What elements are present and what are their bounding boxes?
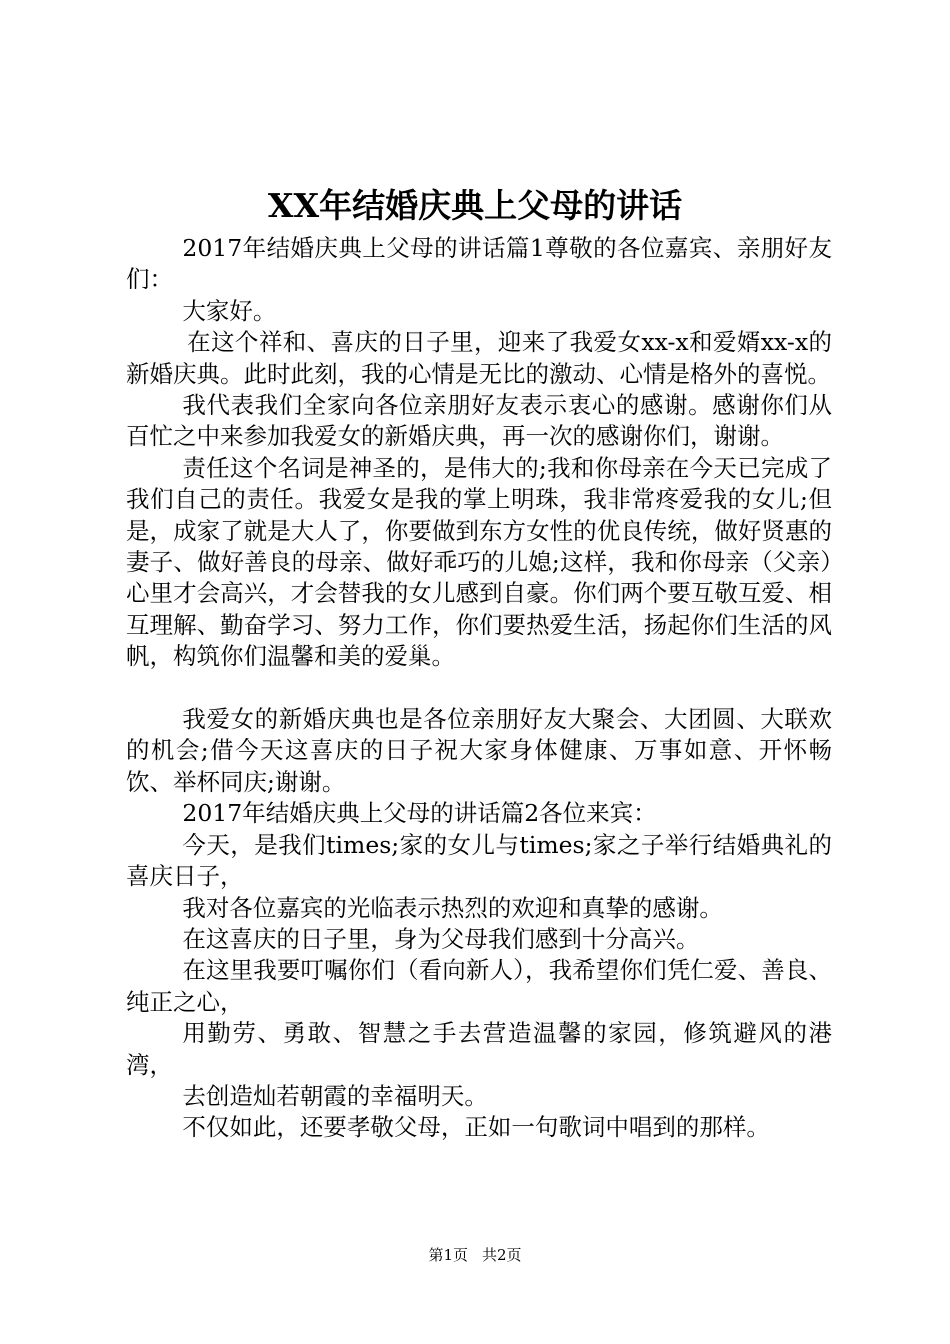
- document-title: XX年结婚庆典上父母的讲话: [267, 186, 683, 225]
- paragraph: 责任这个名词是神圣的，是伟大的;我和你母亲在今天已完成了我们自己的责任。我爱女是我的掌上明珠，我非常疼爱我的女儿;但是，成家了就是大人了，你要做到东方女性的优良传统，做好贤惠的妻子、做好善良的母亲、做好乖巧的儿媳;这样，我和你母亲（父亲）心里才会高兴，才会替我的女儿感到自豪。你们两个要互敬互爱、相互理解、勤奋学习、努力工作，你们要热爱生活，扬起你们生活的风帆，构筑你们温馨和美的爱巢。: [126, 453, 832, 671]
- paragraph: 2017年结婚庆典上父母的讲话篇1尊敬的各位嘉宾、亲朋好友们：: [126, 234, 832, 294]
- page-total: 共2页: [482, 1246, 522, 1264]
- paragraph: 我爱女的新婚庆典也是各位亲朋好友大聚会、大团圆、大联欢的机会;借今天这喜庆的日子祝大家身体健康、万事如意、开怀畅饮、举杯同庆;谢谢。: [126, 705, 832, 796]
- paragraph: 我代表我们全家向各位亲朋好友表示衷心的感谢。感谢你们从百忙之中来参加我爱女的新婚庆典，再一次的感谢你们，谢谢。: [126, 391, 832, 451]
- paragraph: 在这个祥和、喜庆的日子里，迎来了我爱女xx-x和爱婿xx-x的新婚庆典。此时此刻，我的心情是无比的激动、心情是格外的喜悦。: [126, 328, 832, 388]
- paragraph: 在这里我要叮嘱你们（看向新人），我希望你们凭仁爱、善良、纯正之心，: [126, 956, 832, 1016]
- document-body: [126, 233, 832, 1144]
- paragraph: 在这喜庆的日子里，身为父母我们感到十分高兴。: [182, 924, 700, 953]
- paragraph: 2017年结婚庆典上父母的讲话篇2各位来宾：: [182, 799, 657, 828]
- paragraph: 用勤劳、勇敢、智慧之手去营造温馨的家园，修筑避风的港湾，: [126, 1019, 832, 1079]
- page-number: 第1页: [428, 1246, 468, 1264]
- paragraph: 不仅如此，还要孝敬父母，正如一句歌词中唱到的那样。: [182, 1113, 770, 1142]
- paragraph: 今天，是我们times;家的女儿与times;家之子举行结婚典礼的喜庆日子，: [126, 830, 832, 891]
- paragraph: 大家好。: [182, 296, 277, 325]
- page-footer: [0, 1245, 950, 1265]
- paragraph: 去创造灿若朝霞的幸福明天。: [182, 1081, 488, 1110]
- paragraph: 我对各位嘉宾的光临表示热烈的欢迎和真挚的感谢。: [182, 893, 723, 922]
